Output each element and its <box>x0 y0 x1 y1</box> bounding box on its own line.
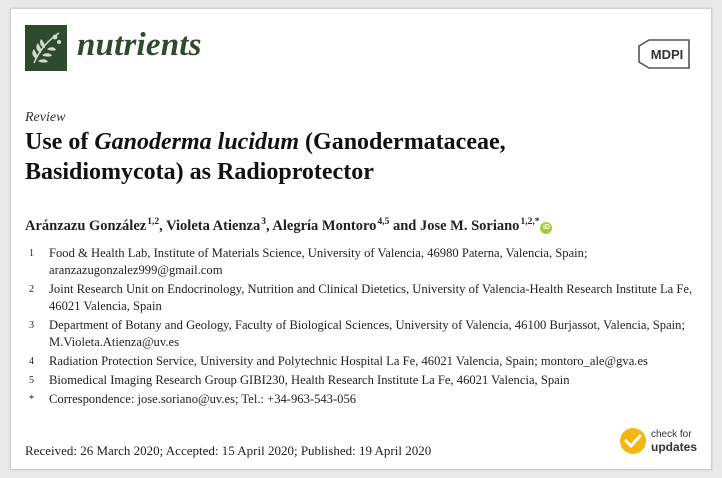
affiliation-list <box>29 245 709 410</box>
affiliation-item <box>29 372 709 389</box>
affiliation-number: * <box>29 394 34 405</box>
updates-label: updates <box>650 440 697 454</box>
affiliation-item <box>29 245 709 279</box>
journal-name[interactable]: nutrients <box>77 27 202 63</box>
author-name[interactable]: Aránzazu González <box>25 218 147 234</box>
orcid-icon[interactable]: iD <box>540 222 552 234</box>
affiliation-item <box>29 353 709 370</box>
affiliation-number: 4 <box>29 356 34 367</box>
author-separator: and <box>389 218 420 234</box>
affiliation-number: 5 <box>29 375 34 386</box>
correspondence-item <box>29 391 709 408</box>
article-title <box>25 127 665 187</box>
author-affil-ref: 3 <box>261 217 266 227</box>
author-separator: , <box>265 218 273 234</box>
author-affil-ref: 1,2,* <box>520 217 540 227</box>
title-species: Ganoderma lucidum <box>94 129 300 155</box>
check-for-updates-button[interactable] <box>619 427 697 455</box>
title-part: (Ganodermataceae, Basidiomycota) as Radioprotector <box>25 129 506 185</box>
author-affil-ref: 4,5 <box>377 217 390 227</box>
journal-logo-icon <box>25 25 67 71</box>
title-part: Use of <box>25 129 95 155</box>
publication-dates: Received: 26 March 2020; Accepted: 15 April 2020; Published: 19 April 2020 <box>25 443 432 458</box>
affiliation-number: 3 <box>29 320 34 331</box>
affiliation-number: 1 <box>29 248 34 259</box>
check-for-updates-label <box>651 429 697 453</box>
mdpi-logo[interactable] <box>633 37 695 71</box>
author-list <box>25 217 552 235</box>
affiliation-text: Biomedical Imaging Research Group GIBI230, Health Research Institute La Fe, 46021 Valencia, Spain <box>49 373 570 387</box>
author-affil-ref: 1,2 <box>147 217 160 227</box>
affiliation-text: Food & Health Lab, Institute of Materials Science, University of Valencia, 46980 Paterna, Valencia, Spain; aranzazugonzalez999@gmail.com <box>49 246 588 277</box>
correspondence-text: Correspondence: jose.soriano@uv.es; Tel.: +34-963-543-056 <box>49 392 357 406</box>
author-name[interactable]: Violeta Atienza <box>166 218 261 234</box>
publisher-name: MDPI <box>650 47 684 62</box>
check-for-updates-icon <box>619 427 647 455</box>
article-page <box>10 8 712 470</box>
affiliation-item <box>29 281 709 315</box>
affiliation-text: Radiation Protection Service, University and Polytechnic Hospital La Fe, 46021 Valencia, Spain; montoro_ale@gva.es <box>49 354 648 368</box>
affiliation-item <box>29 317 709 351</box>
affiliation-number: 2 <box>29 284 34 295</box>
affiliation-text: Joint Research Unit on Endocrinology, Nutrition and Clinical Dietetics, University of Valencia-Health Research Institute La Fe, 46021 Valencia, Spain <box>49 282 693 313</box>
affiliation-text: Department of Botany and Geology, Faculty of Biological Sciences, University of Valencia, 46100 Burjassot, Valencia, Spain; M.Violeta.Atienza@uv.es <box>49 318 685 349</box>
author-name[interactable]: Alegría Montoro <box>272 218 377 234</box>
article-type: Review <box>25 110 66 125</box>
author-separator: , <box>159 218 167 234</box>
check-for-label: check for <box>650 429 692 440</box>
author-name[interactable]: Jose M. Soriano <box>419 218 520 234</box>
